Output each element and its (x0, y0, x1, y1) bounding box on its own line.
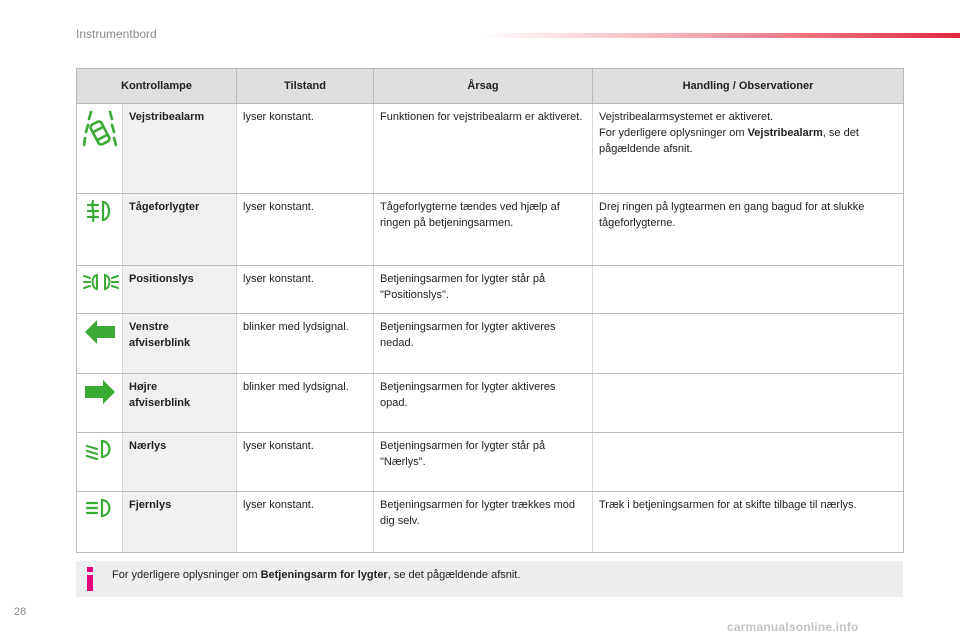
lamp-name (123, 314, 237, 374)
column-header-tilstand: Tilstand (237, 69, 374, 104)
column-header-arsag: Årsag (374, 69, 593, 104)
lamp-cause: Betjeningsarmen for lygter aktiveres opad. (374, 374, 593, 433)
table-row (77, 492, 904, 553)
table-row (77, 104, 904, 194)
lamp-action: Træk i betjeningsarmen for at skifte tilbage til nærlys. (593, 492, 904, 553)
main-beam-icon (77, 492, 123, 553)
lamp-name: Tågeforlygter (123, 194, 237, 266)
lamp-action: Drej ringen på lygtearmen en gang bagud for at slukke tågeforlygterne. (593, 194, 904, 266)
lamp-cause: Betjeningsarmen for lygter trækkes mod dig selv. (374, 492, 593, 553)
action-bold: Vejstribealarm (747, 127, 823, 139)
info-text-pre: For yderligere oplysninger om (112, 569, 261, 581)
lamp-state: lyser konstant. (237, 266, 374, 314)
lamp-action (593, 433, 904, 492)
lamp-cause: Betjeningsarmen for lygter står på "Positionslys". (374, 266, 593, 314)
lamp-name (123, 374, 237, 433)
lamp-state: lyser konstant. (237, 194, 374, 266)
lamp-cause: Betjeningsarmen for lygter står på "Nærlys". (374, 433, 593, 492)
lamp-action (593, 266, 904, 314)
column-header-handling: Handling / Observationer (593, 69, 904, 104)
lamp-state: blinker med lydsignal. (237, 314, 374, 374)
lamp-action (593, 314, 904, 374)
dipped-beam-icon (77, 433, 123, 492)
front-fog-light-icon (77, 194, 123, 266)
lamp-name-line1: Højre (129, 381, 158, 393)
left-indicator-arrow-icon (77, 314, 123, 374)
lamp-cause: Betjeningsarmen for lygter aktiveres nedad. (374, 314, 593, 374)
action-line1: Vejstribealarmsystemet er aktiveret. (599, 111, 774, 123)
lamp-cause: Tågeforlygterne tændes ved hjælp af ringen på betjeningsarmen. (374, 194, 593, 266)
watermark: carmanualsonline.info (727, 620, 859, 634)
info-text-bold: Betjeningsarm for lygter (260, 569, 388, 581)
lamp-state: lyser konstant. (237, 104, 374, 194)
action-pre: For yderligere oplysninger om (599, 127, 748, 139)
lamp-name-line2: afviserblink (129, 397, 191, 409)
lamp-name: Positionslys (123, 266, 237, 314)
lamp-name: Nærlys (123, 433, 237, 492)
table-row (77, 314, 904, 374)
info-text (112, 568, 520, 582)
lamp-cause: Funktionen for vejstribealarm er aktiveret. (374, 104, 593, 194)
lamp-name: Vejstribealarm (123, 104, 237, 194)
warning-lamp-table (76, 68, 904, 553)
info-box (76, 561, 903, 597)
table-header-row (77, 69, 904, 104)
table-row (77, 433, 904, 492)
lamp-name-line2: afviserblink (129, 337, 191, 349)
info-text-post: , se det pågældende afsnit. (387, 569, 521, 581)
info-icon (85, 567, 95, 591)
lane-departure-icon (77, 104, 123, 194)
lamp-state: lyser konstant. (237, 492, 374, 553)
section-title: Instrumentbord (76, 27, 157, 41)
lamp-state: blinker med lydsignal. (237, 374, 374, 433)
page-number: 28 (14, 606, 27, 618)
column-header-kontrollampe: Kontrollampe (77, 69, 237, 104)
right-indicator-arrow-icon (77, 374, 123, 433)
lamp-action (593, 374, 904, 433)
lamp-name-line1: Venstre (129, 321, 169, 333)
position-lights-icon (77, 266, 123, 314)
action-post: , se det pågældende afsnit. (599, 127, 859, 155)
lamp-action (593, 104, 904, 194)
table-row (77, 266, 904, 314)
lamp-state: lyser konstant. (237, 433, 374, 492)
table-row (77, 374, 904, 433)
lamp-name: Fjernlys (123, 492, 237, 553)
table-row (77, 194, 904, 266)
header-accent-bar (480, 33, 960, 38)
